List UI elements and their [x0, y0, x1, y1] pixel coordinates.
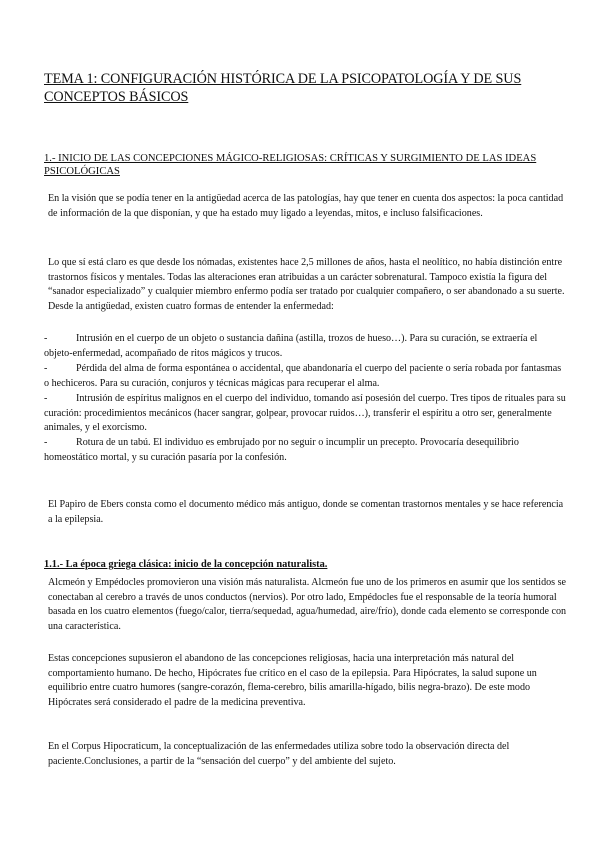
section-1-paragraph-2: Lo que sí está claro es que desde los nómadas, existentes hace 2,5 millones de años, hasta el neolítico, no había distinción entre trastornos físicos y mentales. Todas las alteraciones eran atribuidas a un carácter sobrenatural. Tampoco existía la figura del “sanador especializado” y cualquier miembro enfermo podía ser tratado por cualquier compañero, o ser abandonado a su suerte. Desde la antigüedad, existen cuatro formas de entender la enfermedad: — [48, 257, 565, 312]
section-2-paragraph-1: Alcmeón y Empédocles promovieron una visión más naturalista. Alcmeón fue uno de los primeros en asumir que los sentidos se conectaban al cerebro a través de unos conductos (nervios). Por otro lado, Empédocles fue el responsable de la teoría humoral basada en los cuatro elementos (fuego/calor, tierra/sequedad, agua/humedad, aire/frío), donde cada elemento se corresponde con una característica. — [48, 577, 567, 632]
section-1-paragraph-3: El Papiro de Ebers consta como el documento médico más antiguo, donde se comentan trastornos mentales y se hace referencia a la epilepsia. — [48, 499, 564, 525]
list-item-text: Intrusión en el cuerpo de un objeto o sustancia dañina (astilla, trozos de hueso…). Para su curación, se extraería el objeto-enfermedad, acompañado de ritos mágicos y trucos. — [44, 333, 538, 359]
page-title: TEMA 1: CONFIGURACIÓN HISTÓRICA DE LA PSICOPATOLOGÍA Y DE SUS CONCEPTOS BÁSICOS — [44, 71, 522, 105]
section-2-heading: 1.1.- La época griega clásica: inicio de la concepción naturalista. — [44, 559, 328, 570]
section-2-paragraph-2: Estas concepciones supusieron el abandono de las concepciones religiosas, hacia una interpretación más natural del comportamiento humano. De hecho, Hipócrates fue crítico en el caso de la epilepsia. Para Hipócrates, la salud supone un equilibrio entre cuatro humores (sangre-corazón, flema-cerebro, bilis amarilla-hígado, bilis negra-brazo). De este modo Hipócrates será considerado el padre de la medicina preventiva. — [48, 653, 537, 708]
list-item-text: Pérdida del alma de forma espontánea o accidental, que abandonaría el cuerpo del paciente o sería robada por fantasmas o hechiceros. Para su curación, conjuros y técnicas mágicas para recuperar el alma. — [44, 363, 562, 389]
list-bullet: - — [44, 393, 48, 404]
list-item-text: Rotura de un tabú. El individuo es embrujado por no seguir o incumplir un precepto. Provocaría desequilibrio homeostático mortal, y su curación pasaría por la confesión. — [44, 437, 519, 463]
list-item-text: Intrusión de espíritus malignos en el cuerpo del individuo, tomando así posesión del cuerpo. Tres tipos de rituales para su curación: procedimientos mecánicos (hacer sangrar, golpear, provocar ruidos…), transferir el espíritu a otro ser, generalmente animales, y el exorcismo. — [44, 393, 566, 433]
list-item — [44, 332, 566, 361]
section-2-paragraph-3: En el Corpus Hipocraticum, la conceptualización de las enfermedades utiliza sobre todo la observación directa del paciente.Conclusiones, a partir de la “sensación del cuerpo” y del ambiente del sujeto. — [48, 741, 510, 767]
section-1-heading: 1.- INICIO DE LAS CONCEPCIONES MÁGICO-RELIGIOSAS: CRÍTICAS Y SURGIMIENTO DE LAS IDEAS PSICOLÓGICAS — [44, 153, 537, 177]
section-1-paragraph-1: En la visión que se podía tener en la antigüedad acerca de las patologías, hay que tener en cuenta dos aspectos: la poca cantidad de información de la que disponían, y que ha estado muy ligado a leyendas, mitos, e incluso falsificaciones. — [48, 193, 564, 219]
list-item — [44, 436, 566, 465]
list-item — [44, 392, 566, 436]
list-bullet: - — [44, 437, 48, 448]
list-bullet: - — [44, 363, 48, 374]
list-bullet: - — [44, 333, 48, 344]
list-item — [44, 362, 566, 391]
